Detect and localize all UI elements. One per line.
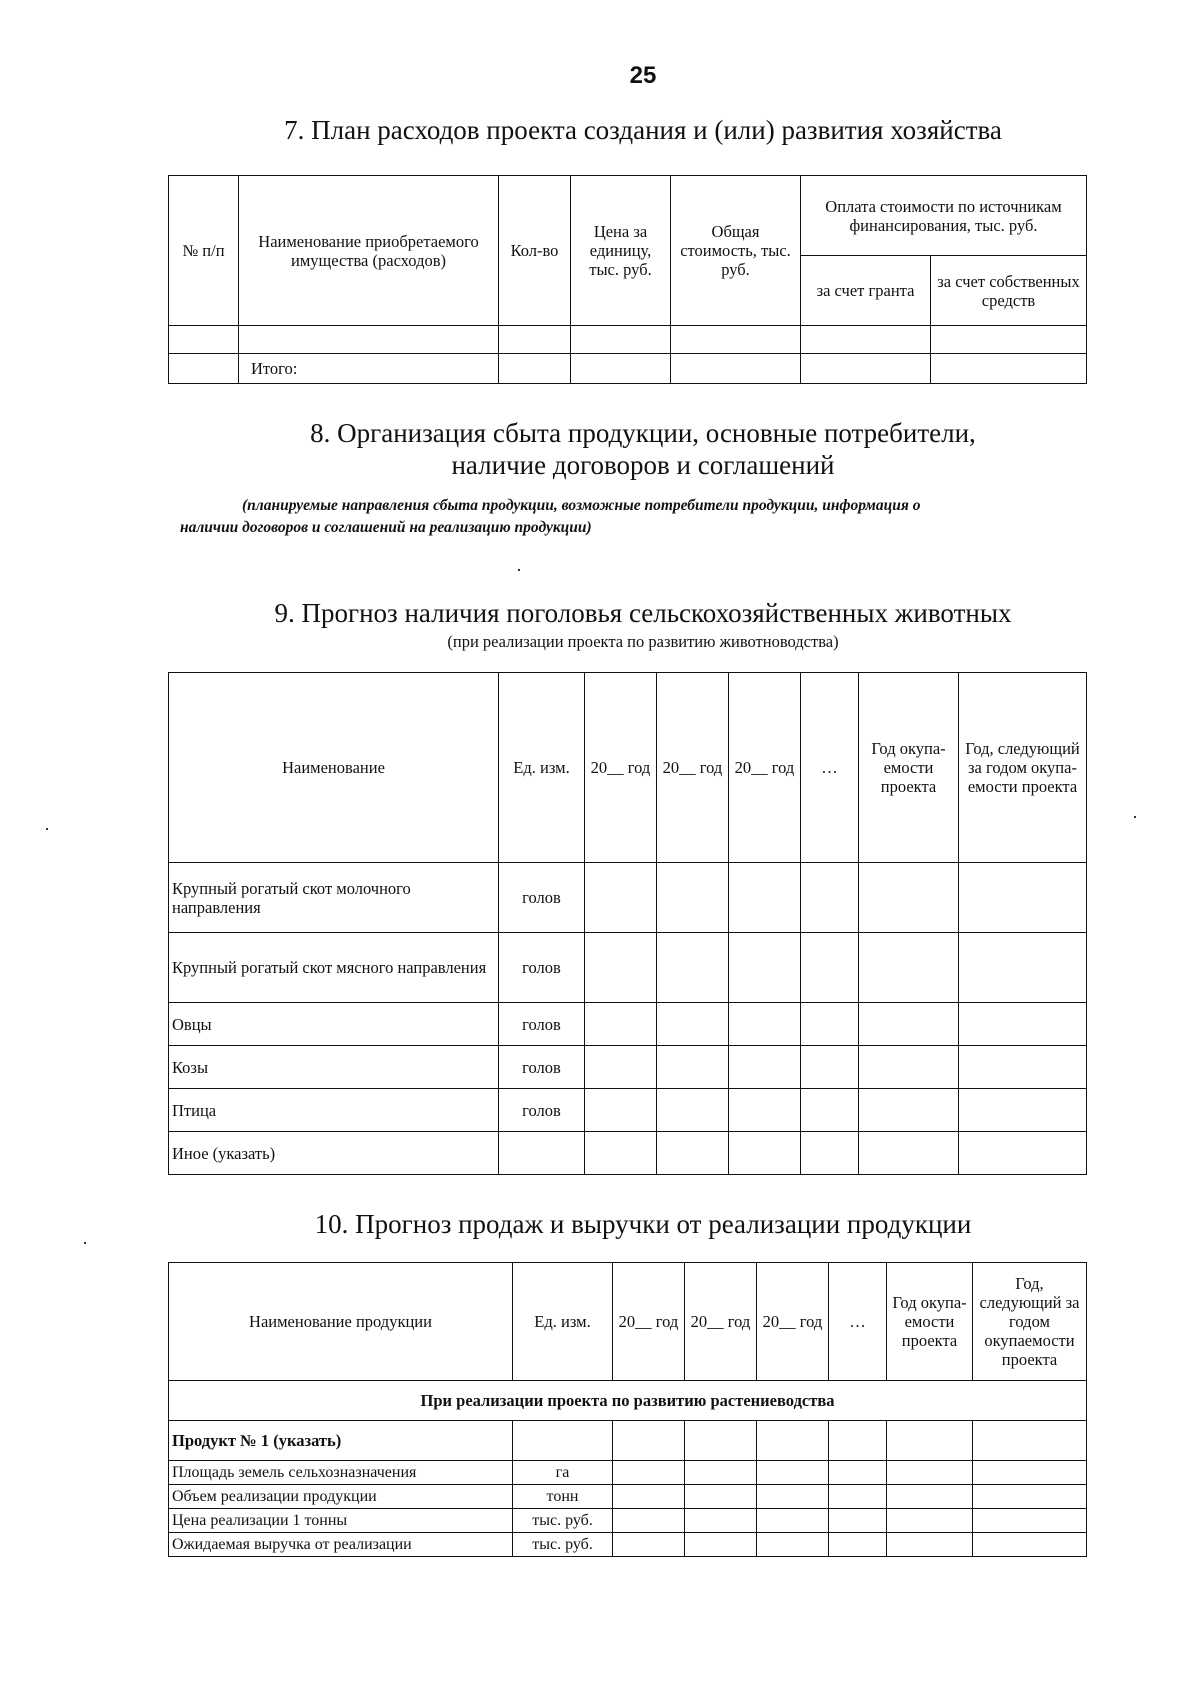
table-row — [169, 1089, 1087, 1132]
product-label: Продукт № 1 (указать) — [169, 1421, 513, 1461]
table-row — [169, 933, 1087, 1003]
section10-title: 10. Прогноз продаж и выручки от реализации продукции — [314, 1209, 972, 1239]
row-name: Крупный рогатый скот мясного направления — [169, 933, 499, 1003]
col-unit-header: Ед. изм. — [513, 1263, 613, 1381]
section8-note — [180, 495, 1100, 539]
row-name: Площадь земель сельхозназначения — [169, 1461, 513, 1485]
row-name: Птица — [169, 1089, 499, 1132]
row-name: Козы — [169, 1046, 499, 1089]
table-row — [169, 1132, 1087, 1175]
row-unit: га — [513, 1461, 613, 1485]
row-unit: тонн — [513, 1485, 613, 1509]
row-unit: тыс. руб. — [513, 1509, 613, 1533]
col-own-header: за счет собственных средств — [931, 256, 1087, 326]
page-number: 25 — [629, 62, 657, 89]
row-unit: голов — [499, 1003, 585, 1046]
col-name-header: Наименование приобретаемого имущества (расходов) — [239, 176, 499, 326]
col-grant-header: за счет гранта — [801, 256, 931, 326]
section8-title-line2: наличие договоров и соглашений — [451, 450, 835, 480]
col-price-header: Цена за единицу, тыс. руб. — [571, 176, 671, 326]
table-row — [169, 326, 1087, 354]
row-unit: голов — [499, 863, 585, 933]
expense-plan-table — [168, 175, 1087, 384]
row-name: Ожидаемая выручка от реализации — [169, 1533, 513, 1557]
table-row — [169, 1533, 1087, 1557]
col-unit-header: Ед. изм. — [499, 673, 585, 863]
col-year3-header: 20__ год — [729, 673, 801, 863]
table-row — [169, 1509, 1087, 1533]
col-year3-header: 20__ год — [757, 1263, 829, 1381]
table-row — [169, 1003, 1087, 1046]
row-unit — [499, 1132, 585, 1175]
note-line2: наличии договоров и соглашений на реализацию продукции) — [180, 519, 592, 536]
row-unit: голов — [499, 1046, 585, 1089]
livestock-forecast-table — [168, 672, 1087, 1175]
col-payment-header: Оплата стоимости по источникам финансирования, тыс. руб. — [801, 176, 1087, 256]
row-name: Иное (указать) — [169, 1132, 499, 1175]
scan-speck — [1134, 816, 1136, 818]
row-name: Крупный рогатый скот молочного направления — [169, 863, 499, 933]
col-num-header: № п/п — [169, 176, 239, 326]
row-name: Овцы — [169, 1003, 499, 1046]
row-unit: голов — [499, 933, 585, 1003]
col-payback-header: Год окупа-емости проекта — [859, 673, 959, 863]
total-label: Итого: — [239, 354, 499, 384]
col-year2-header: 20__ год — [657, 673, 729, 863]
col-qty-header: Кол-во — [499, 176, 571, 326]
col-ellipsis-header: … — [829, 1263, 887, 1381]
section7-title: 7. План расходов проекта создания и (или) развития хозяйства — [284, 115, 1002, 145]
col-year1-header: 20__ год — [585, 673, 657, 863]
sales-forecast-table — [168, 1262, 1087, 1557]
note-line1: (планируемые направления сбыта продукции, возможные потребители продукции, информация о — [242, 497, 921, 514]
col-name-header: Наименование — [169, 673, 499, 863]
section8-title-line1: 8. Организация сбыта продукции, основные потребители, — [310, 418, 976, 448]
row-name: Цена реализации 1 тонны — [169, 1509, 513, 1533]
scan-speck — [518, 569, 520, 571]
col-total-header: Общая стоимость, тыс. руб. — [671, 176, 801, 326]
col-next-header: Год, следующий за годом окупа-емости проекта — [959, 673, 1087, 863]
col-ellipsis-header: … — [801, 673, 859, 863]
col-year2-header: 20__ год — [685, 1263, 757, 1381]
row-name: Объем реализации продукции — [169, 1485, 513, 1509]
section9-subtitle: (при реализации проекта по развитию животноводства) — [447, 632, 839, 651]
col-year1-header: 20__ год — [613, 1263, 685, 1381]
total-row — [169, 354, 1087, 384]
scan-speck — [46, 828, 48, 830]
group-header: При реализации проекта по развитию растениеводства — [169, 1381, 1087, 1421]
col-next-header: Год, следующий за годом окупаемости проекта — [973, 1263, 1087, 1381]
row-unit: голов — [499, 1089, 585, 1132]
table-row — [169, 1046, 1087, 1089]
col-name-header: Наименование продукции — [169, 1263, 513, 1381]
section9-title: 9. Прогноз наличия поголовья сельскохозяйственных животных — [274, 598, 1012, 628]
row-unit: тыс. руб. — [513, 1533, 613, 1557]
table-row — [169, 1485, 1087, 1509]
scan-speck — [84, 1242, 86, 1244]
col-payback-header: Год окупа-емости проекта — [887, 1263, 973, 1381]
table-row — [169, 863, 1087, 933]
table-row — [169, 1461, 1087, 1485]
